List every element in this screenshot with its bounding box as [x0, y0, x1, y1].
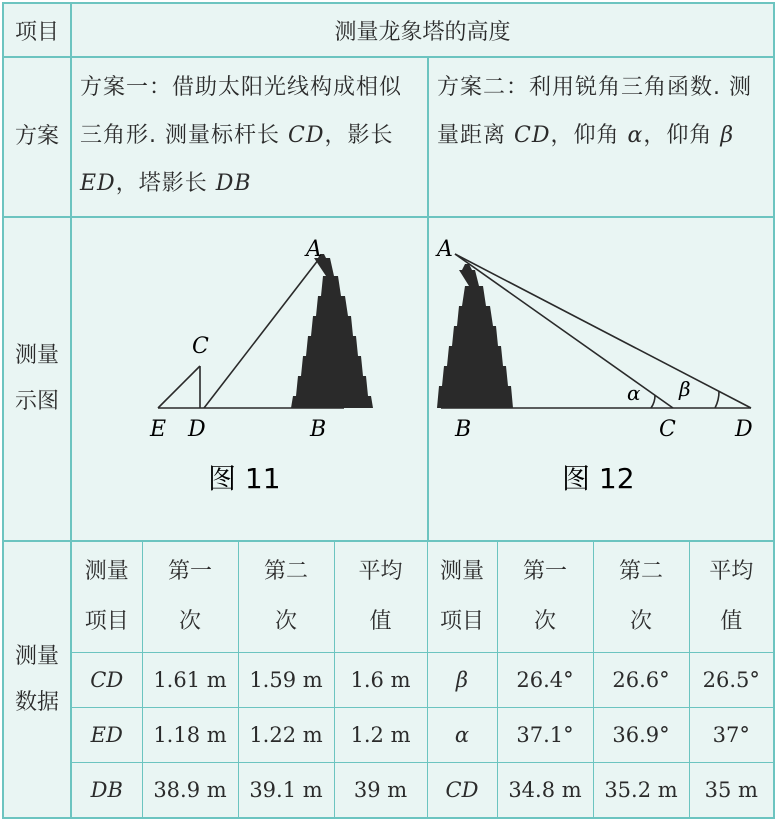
header-cell: 第二 次: [238, 542, 334, 653]
value-cell: 1.61 m: [142, 653, 238, 708]
measure-item-cell: CD: [72, 653, 142, 708]
table-row: [72, 708, 773, 763]
figure-12-caption: 图 12: [562, 462, 635, 495]
header-cell: 平均 值: [689, 542, 773, 653]
value-cell: 1.59 m: [238, 653, 334, 708]
value-cell: 36.9°: [593, 708, 689, 763]
value-cell: 26.6°: [593, 653, 689, 708]
point-d-label: D: [735, 417, 753, 442]
table-row: [72, 653, 773, 708]
header-cell: 第二 次: [593, 542, 689, 653]
average-cell: 35 m: [689, 763, 773, 818]
figure-11-caption: 图 11: [208, 462, 281, 495]
measure-item-cell: β: [427, 653, 497, 708]
measure-item-cell: CD: [427, 763, 497, 818]
plan-two-text: 方案二：利用锐角三角函数. 测量距离 CD，仰角 α，仰角 β: [428, 57, 774, 217]
figure-label: 测量 示图: [3, 217, 71, 541]
data-label: 测量 数据: [3, 541, 71, 818]
figure-12-cell: [428, 217, 774, 541]
average-cell: 37°: [689, 708, 773, 763]
item-header-label: 项目: [3, 3, 71, 57]
measure-item-cell: ED: [72, 708, 142, 763]
beta-angle-label: β: [679, 377, 691, 401]
average-cell: 1.6 m: [334, 653, 427, 708]
header-cell: 测量 项目: [427, 542, 497, 653]
header-cell: 第一 次: [142, 542, 238, 653]
plan-label: 方案: [3, 57, 71, 217]
value-cell: 39.1 m: [238, 763, 334, 818]
tower-icon: [437, 264, 513, 408]
value-cell: 38.9 m: [142, 763, 238, 818]
measurement-table: [2, 2, 775, 819]
value-cell: 26.4°: [497, 653, 593, 708]
point-b-label: B: [310, 417, 327, 442]
tower-icon: [291, 254, 373, 408]
figure-11-diagram: [72, 218, 427, 540]
header-cell: 平均 值: [334, 542, 427, 653]
data-table: [72, 542, 773, 817]
average-cell: 39 m: [334, 763, 427, 818]
point-c-label: C: [659, 417, 676, 442]
point-b-label: B: [455, 417, 472, 442]
value-cell: 1.18 m: [142, 708, 238, 763]
value-cell: 1.22 m: [238, 708, 334, 763]
point-d-label: D: [188, 417, 206, 442]
alpha-angle-label: α: [627, 381, 641, 405]
table-row: [72, 763, 773, 818]
data-table-cell: [71, 541, 774, 818]
point-e-label: E: [150, 417, 167, 442]
header-cell: 测量 项目: [72, 542, 142, 653]
figure-12-diagram: [429, 218, 773, 540]
average-cell: 1.2 m: [334, 708, 427, 763]
measure-item-cell: α: [427, 708, 497, 763]
measure-item-cell: DB: [72, 763, 142, 818]
header-cell: 第一 次: [497, 542, 593, 653]
plan-one-text: 方案一：借助太阳光线构成相似三角形. 测量标杆长 CD，影长 ED，塔影长 DB: [71, 57, 428, 217]
point-c-label: C: [192, 334, 209, 359]
value-cell: 35.2 m: [593, 763, 689, 818]
value-cell: 37.1°: [497, 708, 593, 763]
point-a-label: A: [437, 237, 453, 262]
table-title: 测量龙象塔的高度: [71, 3, 774, 57]
figure-11-cell: [71, 217, 428, 541]
average-cell: 26.5°: [689, 653, 773, 708]
value-cell: 34.8 m: [497, 763, 593, 818]
point-a-label: A: [306, 237, 322, 262]
data-header-row: [72, 542, 773, 653]
